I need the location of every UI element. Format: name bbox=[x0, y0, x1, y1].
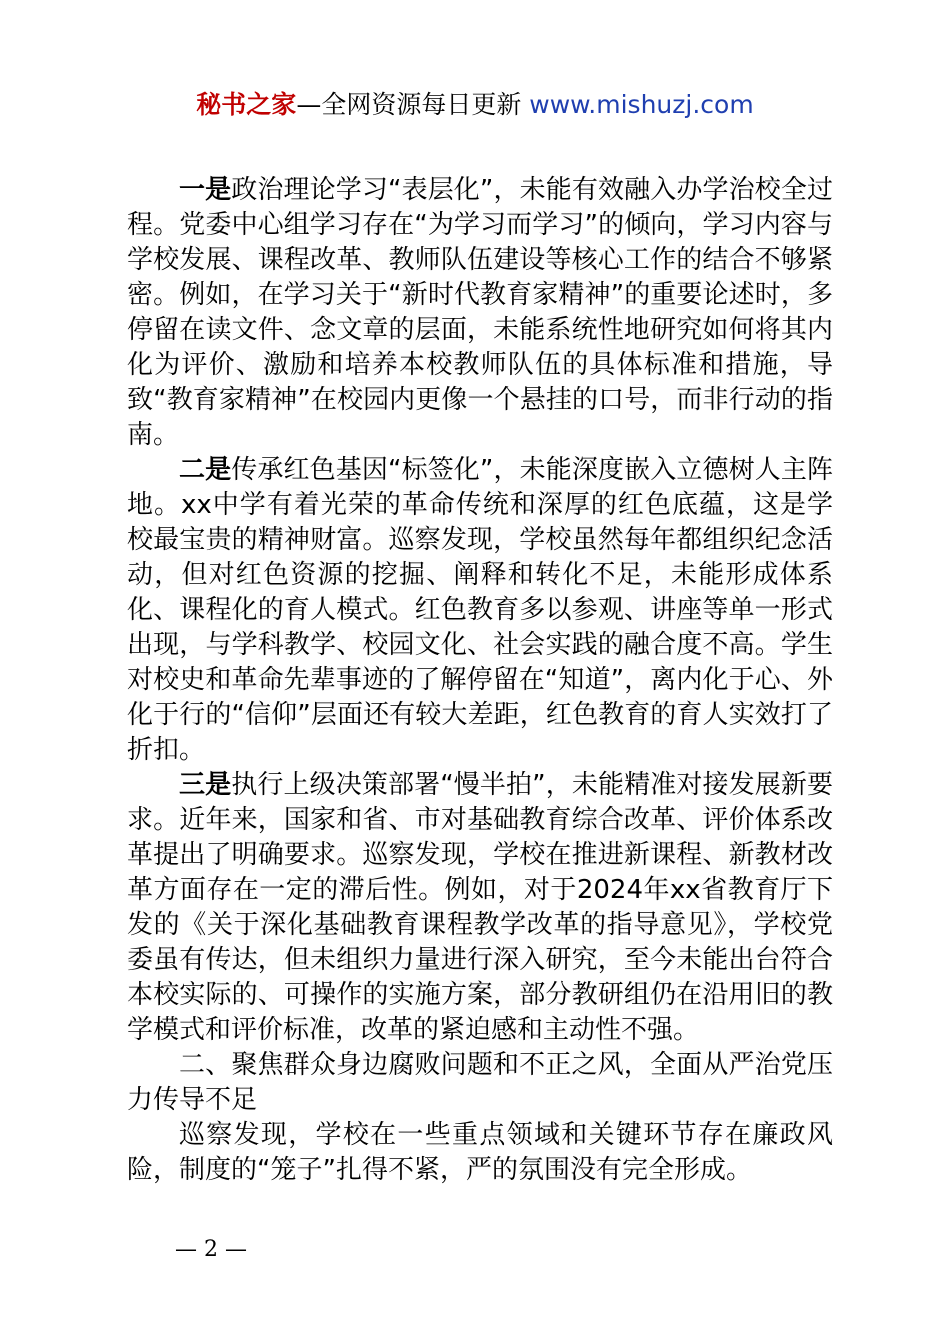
paragraph-1 bbox=[127, 173, 833, 453]
site-url-link[interactable]: www.mishuzj.com bbox=[529, 90, 754, 119]
page-header bbox=[0, 88, 950, 122]
site-brand: 秘书之家 bbox=[196, 90, 297, 119]
paragraph-text: 传承红色基因“标签化”，未能深度嵌入立德树人主阵地。xx中学有着光荣的革命传统和深厚的红色底蕴，这是学校最宝贵的精神财富。巡察发现，学校虽然每年都组织纪念活动，但对红色资源的挖掘、阐释和转化不足，未能形成体系化、课程化的育人模式。红色教育多以参观、讲座等单一形式出现，与学科教学、校园文化、社会实践的融合度不高。学生对校史和革命先辈事迹的了解停留在“知道”，离内化于心、外化于行的“信仰”层面还有较大差距，红色教育的育人实效打了折扣。 bbox=[127, 455, 833, 765]
paragraph-text: 执行上级决策部署“慢半拍”，未能精准对接发展新要求。近年来，国家和省、市对基础教育综合改革、评价体系改革提出了明确要求。巡察发现，学校在推进新课程、新教材改革方面存在一定的滞后性。例如，对于2024年xx省教育厅下发的《关于深化基础教育课程教学改革的指导意见》，学校党委虽有传达，但未组织力量进行深入研究，至今未能出台符合本校实际的、可操作的实施方案，部分教研组仍在沿用旧的教学模式和评价标准，改革的紧迫感和主动性不强。 bbox=[127, 770, 833, 1045]
paragraph-text: 巡察发现，学校在一些重点领域和关键环节存在廉政风险，制度的“笼子”扎得不紧，严的氛围没有完全形成。 bbox=[127, 1120, 833, 1185]
page-number: — 2 — bbox=[175, 1237, 247, 1262]
paragraph-lead: 三是 bbox=[179, 770, 232, 800]
site-tagline: —全网资源每日更新 bbox=[296, 90, 530, 119]
paragraph-3 bbox=[127, 768, 833, 1048]
paragraph-lead: 二是 bbox=[179, 455, 232, 485]
paragraph-2 bbox=[127, 453, 833, 768]
paragraph-text: 政治理论学习“表层化”，未能有效融入办学治校全过程。党委中心组学习存在“为学习而学习”的倾向，学习内容与学校发展、课程改革、教师队伍建设等核心工作的结合不够紧密。例如，在学习关于“新时代教育家精神”的重要论述时，多停留在读文件、念文章的层面，未能系统性地研究如何将其内化为评价、激励和培养本校教师队伍的具体标准和措施，导致“教育家精神”在校园内更像一个悬挂的口号，而非行动的指南。 bbox=[127, 175, 833, 450]
paragraph-4 bbox=[127, 1118, 833, 1188]
section-heading bbox=[127, 1048, 833, 1118]
document-body bbox=[127, 173, 833, 1188]
section-heading-text: 二、聚焦群众身边腐败问题和不正之风，全面从严治党压力传导不足 bbox=[127, 1050, 833, 1115]
paragraph-lead: 一是 bbox=[179, 175, 232, 205]
